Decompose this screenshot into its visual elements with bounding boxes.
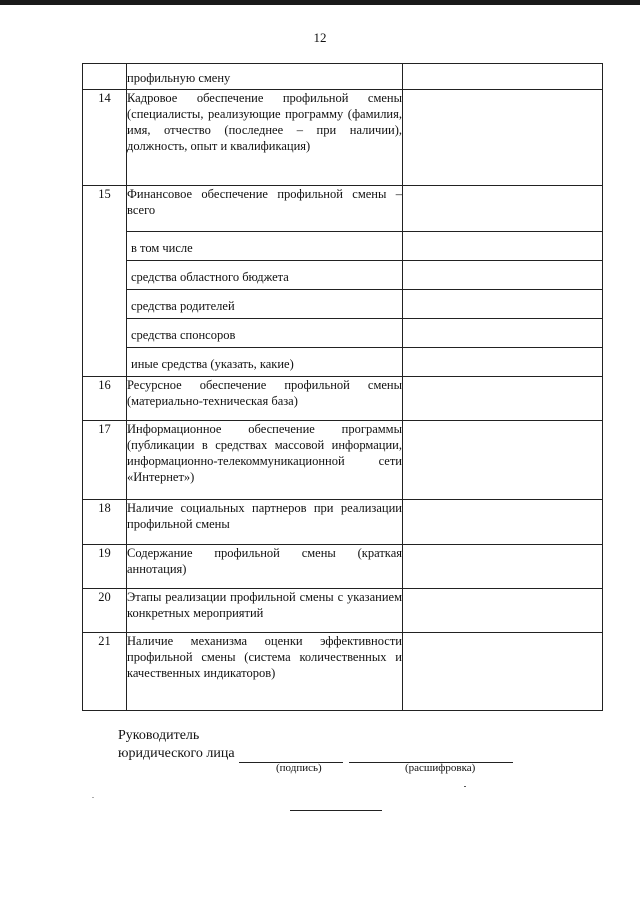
scan-speck	[464, 786, 466, 787]
row-number: 18	[83, 500, 127, 545]
row-description: в том числе	[127, 232, 403, 261]
row-value-cell[interactable]	[403, 500, 603, 545]
row-number: 15	[83, 186, 127, 377]
row-value-cell[interactable]	[403, 90, 603, 186]
row-value-cell[interactable]	[403, 64, 603, 90]
page-top-border	[0, 0, 640, 5]
signature-caption: (подпись)	[276, 762, 322, 774]
page-number: 12	[313, 30, 327, 45]
footer-divider	[290, 810, 382, 811]
row-value-cell[interactable]	[403, 319, 603, 348]
table-row	[83, 64, 603, 90]
row-number: 21	[83, 633, 127, 711]
row-value-cell[interactable]	[403, 290, 603, 319]
row-number: 16	[83, 377, 127, 421]
table-row	[83, 545, 603, 589]
row-description: Кадровое обеспечение профильной смены (специалисты, реализующие программу (фамилия, имя, отчество (последнее – при наличии), должность, опыт и квалификация)	[127, 90, 403, 186]
row-number	[83, 64, 127, 90]
row-description: средства областного бюджета	[127, 261, 403, 290]
table-row	[83, 290, 603, 319]
table-row	[83, 186, 603, 232]
program-info-table	[82, 63, 603, 711]
table-row	[83, 319, 603, 348]
row-description: иные средства (указать, какие)	[127, 348, 403, 377]
table-row	[83, 633, 603, 711]
signer-title-text: юридического лица	[118, 746, 235, 761]
row-description: Наличие механизма оценки эффективности профильной смены (система количественных и качественных индикаторов)	[127, 633, 403, 711]
table-row	[83, 90, 603, 186]
signature-field[interactable]	[239, 748, 343, 763]
signer-title-line2	[118, 745, 513, 763]
row-value-cell[interactable]	[403, 348, 603, 377]
row-description: Информационное обеспечение программы (публикации в средствах массовой информации, информационно-телекоммуникационной сети «Интернет»)	[127, 421, 403, 500]
table-row	[83, 589, 603, 633]
signature-block	[118, 727, 513, 763]
row-description: Наличие социальных партнеров при реализации профильной смены	[127, 500, 403, 545]
row-number: 19	[83, 545, 127, 589]
row-value-cell[interactable]	[403, 232, 603, 261]
row-value-cell[interactable]	[403, 545, 603, 589]
row-value-cell[interactable]	[403, 421, 603, 500]
name-decoding-field[interactable]	[349, 748, 513, 763]
row-description: Финансовое обеспечение профильной смены – всего	[127, 186, 403, 232]
row-value-cell[interactable]	[403, 633, 603, 711]
row-value-cell[interactable]	[403, 186, 603, 232]
signer-title-line1: Руководитель	[118, 728, 200, 743]
row-number: 20	[83, 589, 127, 633]
row-number: 14	[83, 90, 127, 186]
table-row	[83, 232, 603, 261]
decoding-caption: (расшифровка)	[405, 762, 476, 774]
row-description: профильную смену	[127, 64, 403, 90]
row-value-cell[interactable]	[403, 261, 603, 290]
row-value-cell[interactable]	[403, 589, 603, 633]
row-value-cell[interactable]	[403, 377, 603, 421]
scan-speck	[92, 797, 94, 798]
row-description: средства родителей	[127, 290, 403, 319]
table-row	[83, 261, 603, 290]
row-number: 17	[83, 421, 127, 500]
table-row	[83, 500, 603, 545]
table-row	[83, 421, 603, 500]
table-row	[83, 348, 603, 377]
row-description: средства спонсоров	[127, 319, 403, 348]
row-description: Содержание профильной смены (краткая аннотация)	[127, 545, 403, 589]
row-description: Этапы реализации профильной смены с указанием конкретных мероприятий	[127, 589, 403, 633]
table-row	[83, 377, 603, 421]
row-description: Ресурсное обеспечение профильной смены (материально-техническая база)	[127, 377, 403, 421]
